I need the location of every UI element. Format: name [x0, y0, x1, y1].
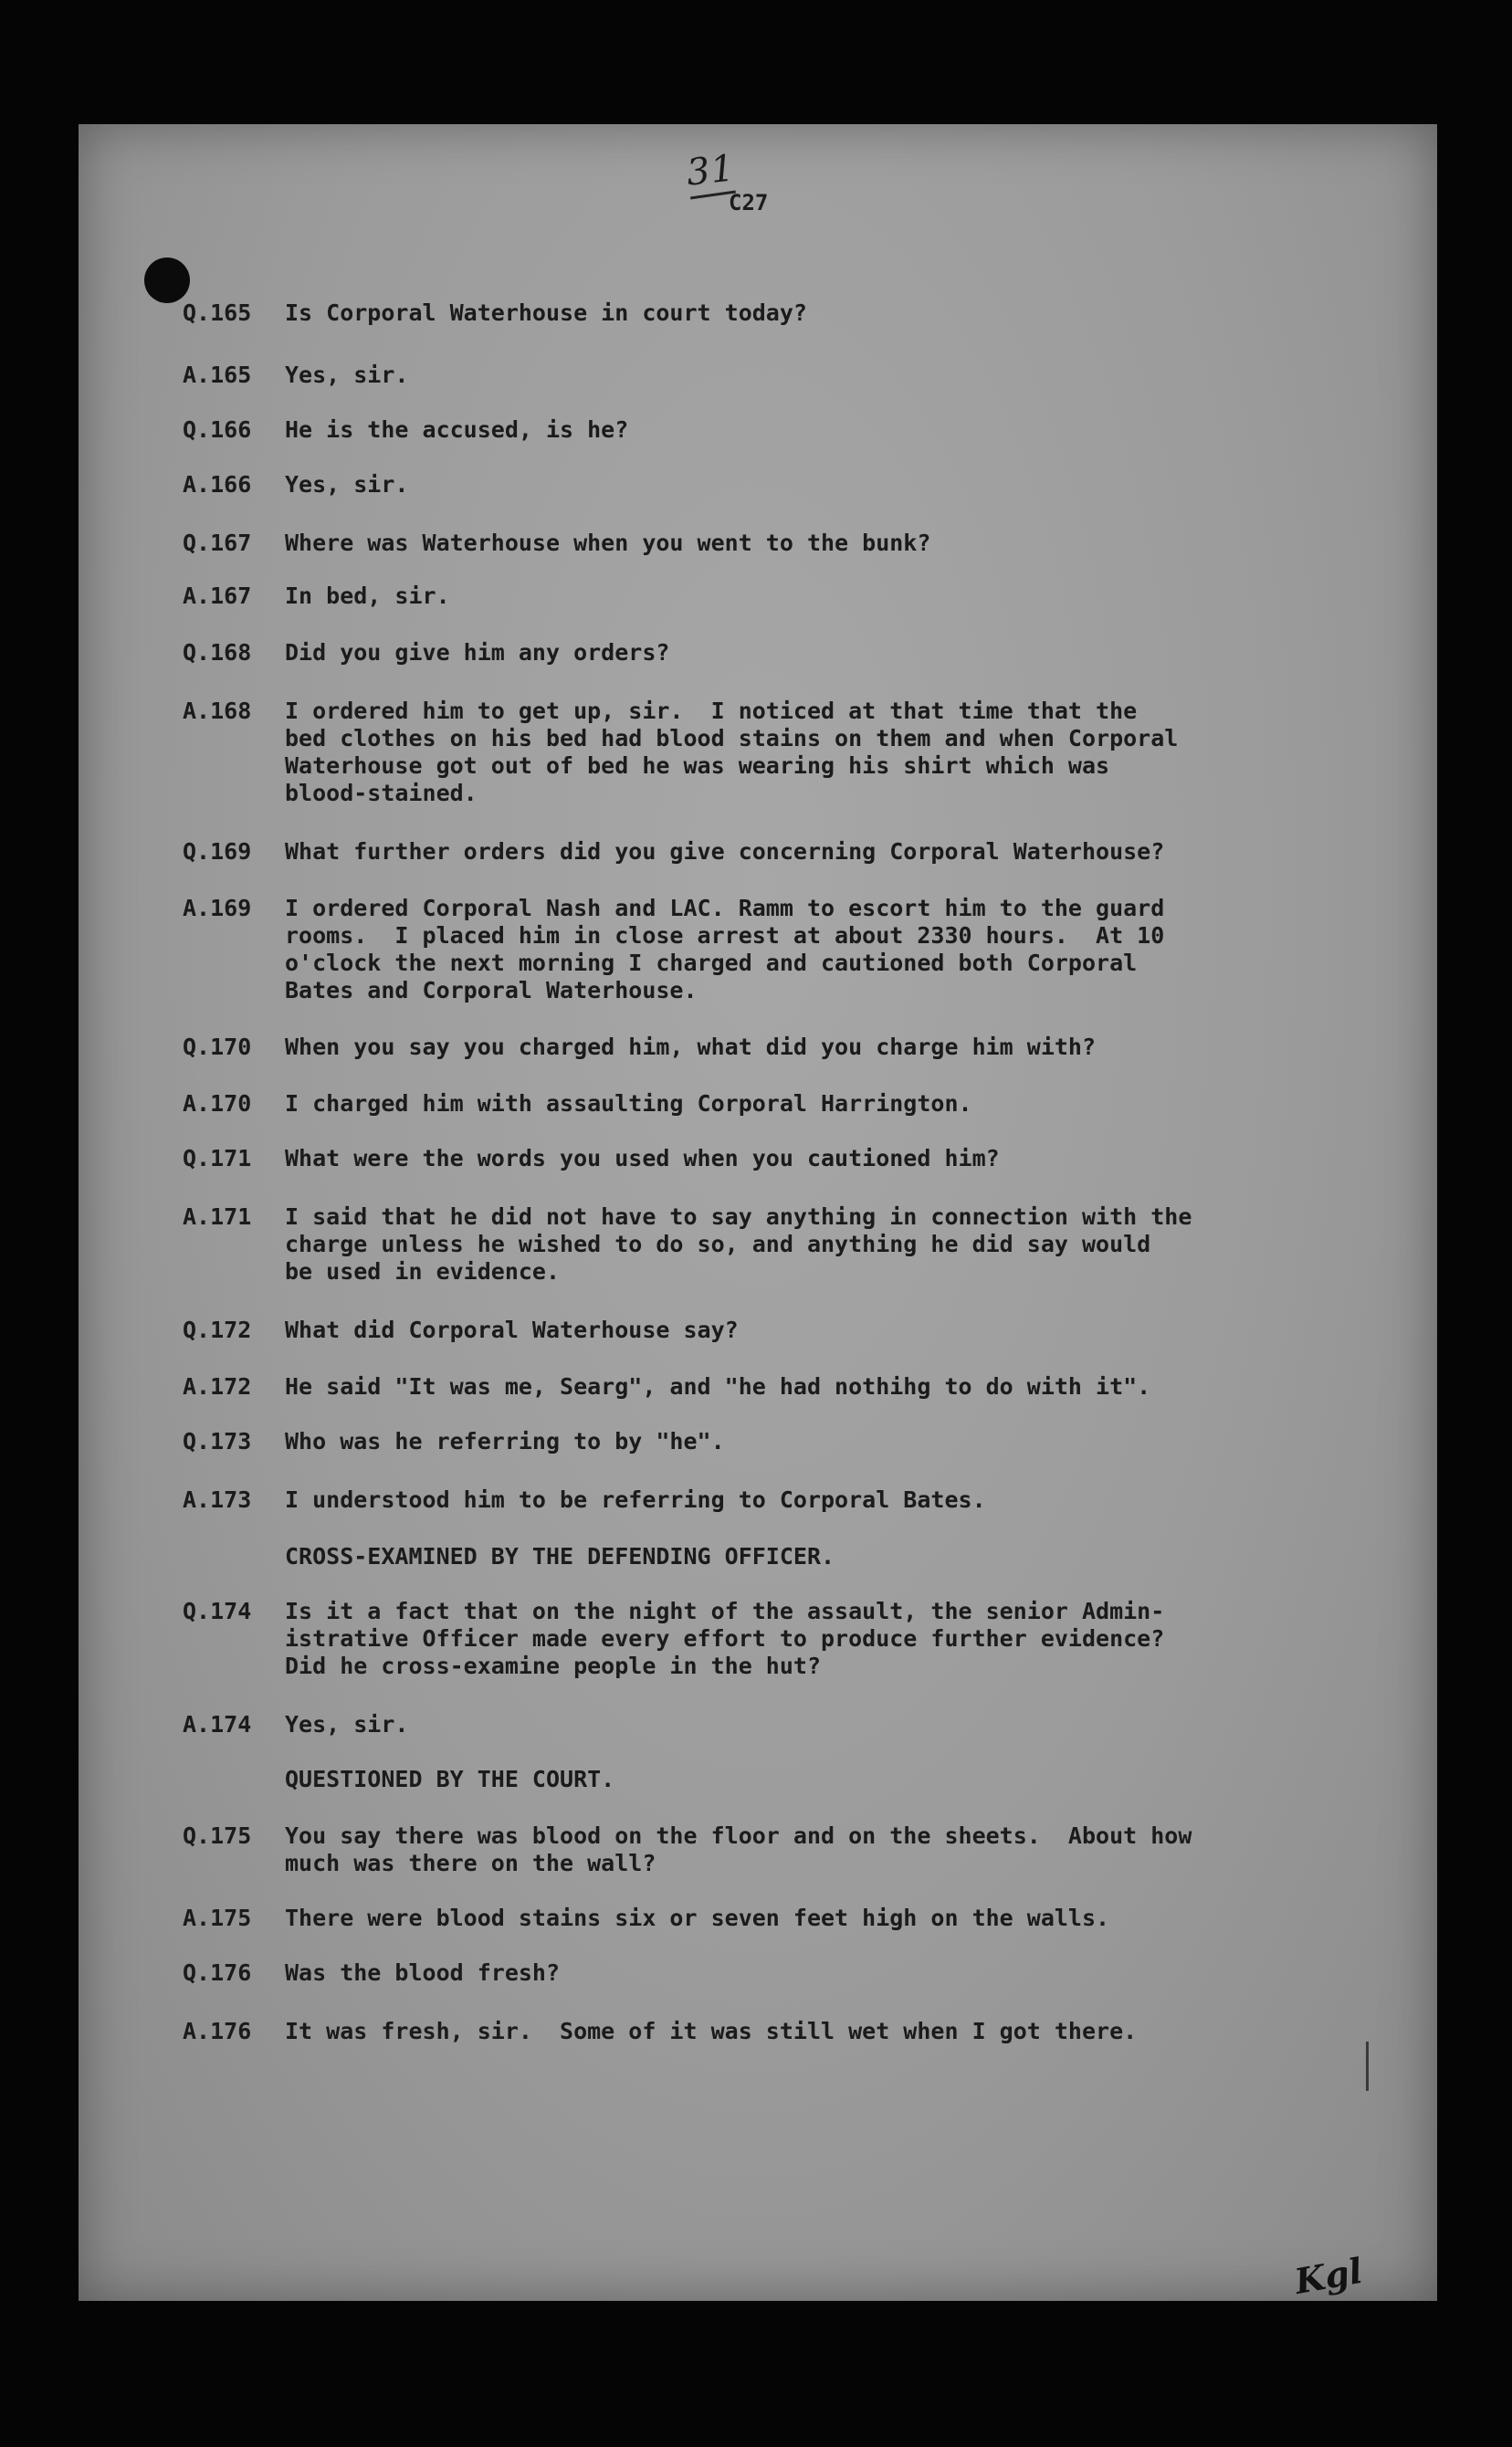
entry-label: Q.175: [183, 1822, 252, 1849]
entry-label: A.176: [183, 2018, 252, 2044]
entry-text: I said that he did not have to say anything in connection with the charge unless he wished to do so, and anything he did say would be used in evidence.: [285, 1203, 1192, 1285]
transcript-entry: [183, 1711, 1315, 1738]
transcript-entry: [183, 698, 1315, 807]
entry-label: Q.172: [183, 1317, 252, 1343]
entry-text: Yes, sir.: [285, 471, 409, 498]
entry-label: Q.170: [183, 1034, 252, 1060]
entry-text: It was fresh, sir. Some of it was still wet when I got there.: [285, 2018, 1138, 2044]
entry-text: Is Corporal Waterhouse in court today?: [285, 299, 807, 326]
transcript-entry: [183, 299, 1315, 327]
entry-text: In bed, sir.: [285, 583, 450, 609]
entry-label: A.165: [183, 362, 252, 388]
entry-text: He said "It was me, Searg", and "he had nothihg to do with it".: [285, 1373, 1151, 1400]
transcript-entry: [183, 1428, 1315, 1455]
entry-text: Was the blood fresh?: [285, 1959, 561, 1986]
entry-text: Where was Waterhouse when you went to the bunk?: [285, 530, 931, 556]
entry-label: A.175: [183, 1905, 252, 1931]
entry-label: Q.174: [183, 1598, 252, 1624]
transcript-entry: [183, 1317, 1315, 1344]
entry-label: A.169: [183, 895, 252, 921]
entry-text: Yes, sir.: [285, 1711, 409, 1738]
transcript-entry: [183, 416, 1315, 444]
transcript-entry: [183, 1034, 1315, 1061]
entry-text: I ordered Corporal Nash and LAC. Ramm to escort him to the guard rooms. I placed him in close arrest at about 2330 hours. At 10 o'clock the next morning I charged and cautioned both Corporal Bates and Corporal Waterhouse.: [285, 895, 1165, 1003]
entry-label: A.171: [183, 1203, 252, 1230]
margin-mark: [1366, 2042, 1369, 2091]
entry-text: What did Corporal Waterhouse say?: [285, 1317, 739, 1343]
transcript-entry: [183, 639, 1315, 667]
handwritten-page-number: 31: [684, 147, 738, 194]
entry-text: I charged him with assaulting Corporal Harrington.: [285, 1090, 972, 1117]
entry-text: When you say you charged him, what did you charge him with?: [285, 1034, 1097, 1060]
transcript-entry: [183, 1145, 1315, 1172]
entry-label: A.172: [183, 1373, 252, 1400]
entry-text: There were blood stains six or seven feet high on the walls.: [285, 1905, 1110, 1931]
entry-label: Q.168: [183, 639, 252, 666]
transcript-entry: [183, 838, 1315, 866]
entry-label: Q.176: [183, 1959, 252, 1986]
transcript-entry: [183, 1373, 1315, 1401]
transcript-entry: [183, 1598, 1315, 1680]
entry-text: I ordered him to get up, sir. I noticed at that time that the bed clothes on his bed had blood stains on them and when Corporal Waterhouse got out of bed he was wearing his shirt which was blood-stained.: [285, 698, 1179, 806]
punch-hole: [144, 257, 190, 303]
entry-text: What were the words you used when you cautioned him?: [285, 1145, 1000, 1171]
entry-label: Q.171: [183, 1145, 252, 1171]
section-heading: CROSS-EXAMINED BY THE DEFENDING OFFICER.: [285, 1543, 835, 1570]
transcript-entry: [183, 2018, 1315, 2045]
entry-text: He is the accused, is he?: [285, 416, 629, 443]
transcript-entry: [183, 1959, 1315, 1987]
section-heading: QUESTIONED BY THE COURT.: [285, 1766, 615, 1792]
entry-label: A.167: [183, 583, 252, 609]
entry-label: Q.165: [183, 299, 252, 326]
transcript-entry: [183, 1203, 1315, 1286]
entry-text: Who was he referring to by "he".: [285, 1428, 725, 1455]
entry-label: Q.167: [183, 530, 252, 556]
entry-label: A.173: [183, 1486, 252, 1513]
entry-text: I understood him to be referring to Corporal Bates.: [285, 1486, 986, 1513]
entry-text: Yes, sir.: [285, 362, 409, 388]
entry-text: You say there was blood on the floor and on the sheets. About how much was there on the wall?: [285, 1822, 1192, 1876]
typed-page-reference: C27: [729, 190, 769, 215]
transcript-entry: [183, 895, 1315, 1004]
entry-label: Q.166: [183, 416, 252, 443]
handwritten-initials: Kgl: [1291, 2249, 1366, 2303]
entry-label: A.168: [183, 698, 252, 724]
transcript-entry: [183, 530, 1315, 557]
transcript-entry: [183, 362, 1315, 389]
transcript-entry: [183, 1090, 1315, 1118]
entry-label: A.174: [183, 1711, 252, 1738]
transcript-entry: [183, 1822, 1315, 1877]
entry-text: Is it a fact that on the night of the assault, the senior Admin- istrative Officer made every effort to produce further evidence? Did he cross-examine people in the hut?: [285, 1598, 1165, 1679]
entry-text: What further orders did you give concerning Corporal Waterhouse?: [285, 838, 1165, 865]
transcript-entry: [183, 1486, 1315, 1514]
entry-label: A.170: [183, 1090, 252, 1117]
transcript-entry: [183, 1905, 1315, 1932]
entry-label: A.166: [183, 471, 252, 498]
entry-label: Q.173: [183, 1428, 252, 1455]
transcript-entry: [183, 471, 1315, 499]
entry-label: Q.169: [183, 838, 252, 865]
entry-text: Did you give him any orders?: [285, 639, 670, 666]
transcript-entry: [183, 583, 1315, 610]
